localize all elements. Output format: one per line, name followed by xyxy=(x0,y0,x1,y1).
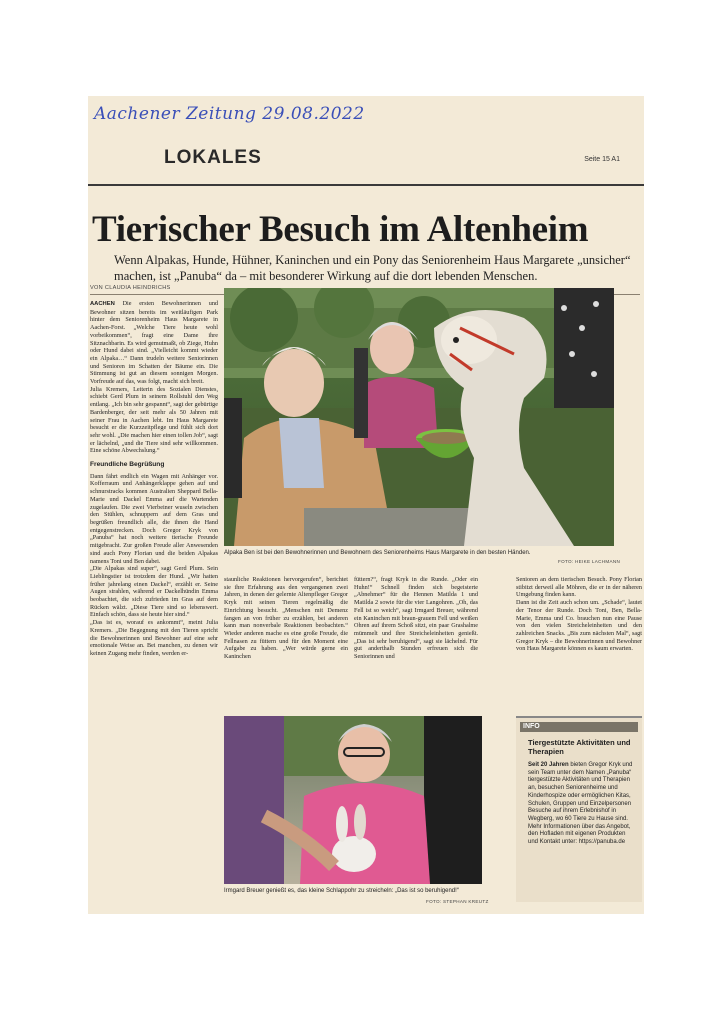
paragraph: „Die Alpakas sind super“, sagt Gerd Plum. Sein Lieblingstier ist trotzdem der Hund. „Wir hatten früher jahrelang einen Dackel“, erzählt er. Seine Augen strahlen, während er Dackelhündin Emma beobachtet, die sich zufrieden im Gras auf dem Rücken wälzt. „Diese Tiere sind so lebenswert. Einfach schön, dass sie heute hier sind.“ xyxy=(90,565,218,619)
photo1-caption: Alpaka Ben ist bei den Bewohnerinnen und Bewohnern des Seniorenheims Haus Margarete in den besten Händen. xyxy=(224,550,531,556)
subheadline: Wenn Alpakas, Hunde, Hühner, Kaninchen und ein Pony das Seniorenheim Haus Margarete „unsicher“ machen, ist „Panuba“ da – mit besonderer Wirkung auf die dort lebenden Menschen. xyxy=(114,253,631,283)
photo-alpaka-illustration xyxy=(224,288,614,546)
article-column-1 xyxy=(90,300,218,906)
headline: Tierischer Besuch im Altenheim xyxy=(92,209,589,250)
info-tag: INFO xyxy=(520,722,638,732)
info-body: Seit 20 Jahren bieten Gregor Kryk und sein Team unter dem Namen „Panuba“ tiergestützte Aktivitäten und Therapien an, besuchen Seniorenheime und Kinderhospize oder ermöglichen Kitas, Schulen, Gruppen und Einzelpersonen Besuche auf ihrem Erlebnishof in Wegberg, wo 60 Tiere zu Hause sind. Mehr Informationen über das Angebot, den Hofladen mit eigenen Produkten und Kontakt unter: https://panuba.de xyxy=(528,762,633,846)
info-title: Tiergestützte Aktivitäten und Therapien xyxy=(528,738,631,756)
header-rule xyxy=(88,184,644,186)
lead-paragraph: AACHEN Die ersten Bewohnerinnen und Bewohner sitzen bereits im weitläufigen Park hinter dem Seniorenheim Haus Margarete in Aachen-Forst. „Welche Tiere heute wohl vorbeikommen“, fragt eine Dame ihre Sitznachbarin. Es wird gemutmaßt, ob Ziege, Huhn oder Hund dabei sind. „Vielleicht kommt wieder ein Alpaka…“ Dann trudeln weitere Seniorinnen und Senioren im Schatten der Bäume ein. Die Stimmung ist gut an diesem sonnigen Morgen. Vorfreude auf das, was folgt, macht sich breit. xyxy=(90,300,218,386)
photo1-credit: FOTO: HEIKE LACHMANN xyxy=(558,559,621,564)
photo2-caption: Irmgard Breuer genießt es, das kleine Schlappohr zu streicheln: „Das ist so beruhigend!“ xyxy=(224,888,459,894)
byline: VON CLAUDIA HEINDRICHS xyxy=(90,285,171,291)
intertitle: Freundliche Begrüßung xyxy=(90,461,165,469)
article-column-4: Senioren an dem tierischen Besuch. Pony Florian stibitzt derweil alle Möhren, die er in der näheren Umgebung finden kann. Dann ist die Zeit auch schon um. „Schade“, lautet der Tenor der Runde. Doch Toni, Ben, Bella-Marie, Emma und Co. brauchen nun eine Pause von den vielen Streicheleinheiten und den zahlreichen Snacks. „Bis zum nächsten Mal“, sagt Gregor Kryk – die Bewohnerinnen und Bewohner von Haus Margarete können es kaum erwarten. xyxy=(516,576,642,653)
photo-rabbit-illustration xyxy=(224,716,482,884)
paragraph: Julia Kremers, Leiterin des Sozialen Dienstes, schiebt Gerd Plum in seinem Rollstuhl den Weg entlang. „Ich bin sehr gespannt“, sagt der gebürtige Bardenberger, der seit mehr als 50 Jahren mit seiner Frau in Aachen lebt. Im Haus Margarete besucht er die Kurzzeitpflege und fühlt sich dort sehr wohl. „Die machen hier einen tollen Job“, sagt er lächelnd, „und die Tiere sind sehr willkommen. Eine schöne Abwechslung.“ xyxy=(90,385,218,455)
article-column-2: staunliche Reaktionen hervorgerufen“, berichtet sie ihre Erfahrung aus den vergangenen zwei Jahren, in denen der gelernte Altenpfleger Gregor Kryk mit seinen Tieren regelmäßig die Einrichtung besucht. „Menschen mit Demenz fangen an von früher zu erzählen, bei anderen kann man nonverbale Reaktionen beobachten.“ Wieder anderen mache es eine große Freude, die Fellnasen zu füttern und für den Moment eine Aufgabe zu haben. „Wer würde gerne ein Kaninchen xyxy=(224,576,348,661)
article-column-3: füttern?“, fragt Kryk in die Runde. „Oder ein Huhn!“ Schnell finden sich begeisterte „Abnehmer“ für die Hennen Matilda 1 und Matilda 2 sowie für die vier Langohren. „Oh, das Fell ist so weich“, sagt Irmgard Breuer, während ein Kaninchen mit braun-grauem Fell und weißen Ohren auf ihrem Schoß sitzt, ein paar Grashalme mümmelt und ihre Streicheleinheiten genießt. „Das ist sehr beruhigend“, sagt sie lächelnd. Für gut anderthalb Stunden erfreuen sich die Seniorinnen und xyxy=(354,576,478,661)
newspaper-clipping xyxy=(88,96,644,914)
photo-alpaka-ben xyxy=(224,288,614,546)
info-box xyxy=(516,716,642,902)
page-reference: Seite 15 A1 xyxy=(584,156,620,163)
photo-irmgard-breuer xyxy=(224,716,482,884)
dateline: AACHEN xyxy=(90,301,115,307)
paragraph: „Das ist es, worauf es ankommt“, meint Julia Kremers. „Die Begegnung mit den Tieren spricht die Bewohnerinnen und Bewohner auf eine sehr emotionale Weise an. Bei manchen, zu denen wir keinen Zugang mehr finden, werden er- xyxy=(90,619,218,657)
spacer xyxy=(486,716,512,726)
paragraph: Dann fährt endlich ein Wagen mit Anhänger vor. Kofferraum und Anhängerklappe gehen auf und schnurstracks kommen Australien Sheppard Bella-Marie und Dackel Emma auf die Wartenden zugelaufen. Die zwei Vierbeiner wuseln zwischen den Stühlen, schnuppern auf dem Gras und begrüßen freundlich alle, die ihnen die Hand entgegenstrecken. Doch Gregor Kryk von „Panuba“ hat noch weitere tierische Freunde mitgebracht. Zur großen Freude aller Anwesenden sind auch Pony Florian und die beiden Alpakas namens Toni und Ben dabei. xyxy=(90,472,218,565)
photo2-credit: FOTO: STEPHAN KREUTZ xyxy=(426,899,489,904)
section-title: LOKALES xyxy=(164,147,262,168)
handwritten-source-note: Aachener Zeitung 29.08.2022 xyxy=(94,104,365,124)
